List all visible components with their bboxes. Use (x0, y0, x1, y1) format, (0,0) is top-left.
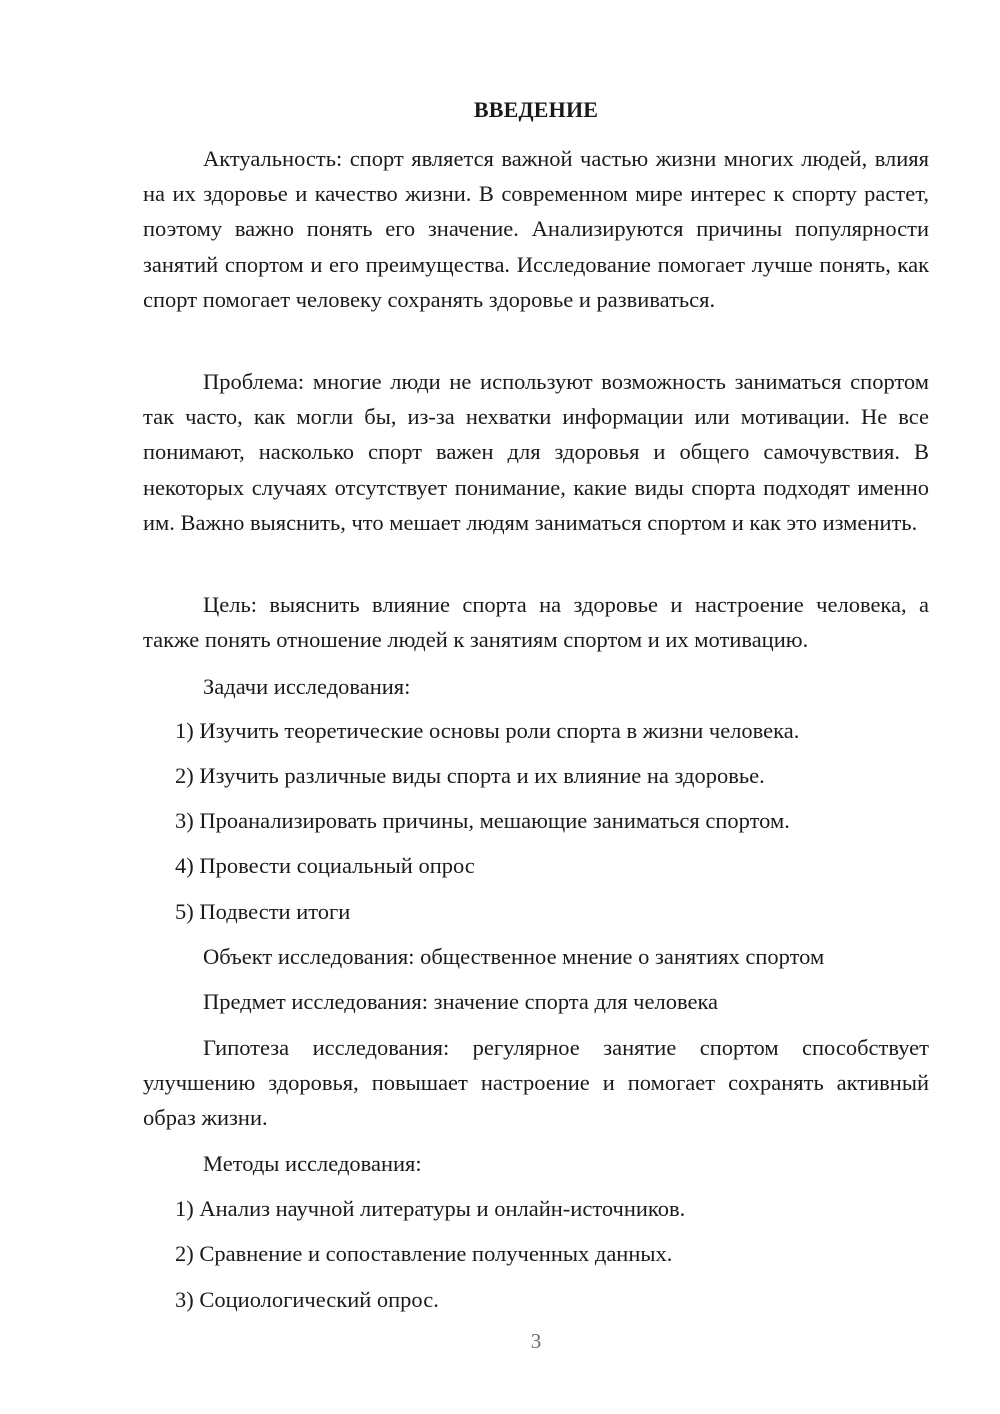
tasks-heading: Задачи исследования: (203, 674, 411, 699)
task-item: 2) Изучить различные виды спорта и их влияние на здоровье. (175, 763, 765, 788)
task-item: 4) Провести социальный опрос (175, 853, 475, 878)
method-item: 3) Социологический опрос. (175, 1287, 439, 1312)
page-number: 3 (530, 1329, 542, 1353)
research-subject: Предмет исследования: значение спорта для человека (203, 989, 719, 1014)
method-item: 1) Анализ научной литературы и онлайн-источников. (175, 1196, 686, 1221)
relevance-paragraph: Актуальность: спорт является важной частью жизни многих людей, влияя на их здоровье и качество жизни. В современном мире интерес к спорту растет, поэтому важно понять его значение. Анализируются причины популярности занятий спортом и его преимущества. Исследование помогает лучше понять, как спорт помогает человеку сохранять здоровье и развиваться. (143, 146, 929, 312)
method-item: 2) Сравнение и сопоставление полученных данных. (175, 1241, 673, 1266)
methods-heading: Методы исследования: (203, 1151, 422, 1176)
task-item: 1) Изучить теоретические основы роли спорта в жизни человека. (175, 718, 800, 743)
hypothesis-paragraph: Гипотеза исследования: регулярное занятие спортом способствует улучшению здоровья, повышает настроение и помогает сохранять активный образ жизни. (143, 1035, 929, 1131)
problem-paragraph: Проблема: многие люди не используют возможность заниматься спортом так часто, как могли бы, из-за нехватки информации или мотивации. Не все понимают, насколько спорт важен для здоровья и общего самочувствия. В некоторых случаях отсутствует понимание, какие виды спорта подходят именно им. Важно выяснить, что мешает людям заниматься спортом и как это изменить. (143, 369, 929, 535)
goal-paragraph: Цель: выяснить влияние спорта на здоровье и настроение человека, а также понять отношение людей к занятиям спортом и их мотивацию. (143, 592, 929, 653)
page-title: ВВЕДЕНИЕ (473, 97, 599, 122)
research-object: Объект исследования: общественное мнение о занятиях спортом (203, 944, 825, 969)
task-item: 5) Подвести итоги (175, 899, 351, 924)
task-item: 3) Проанализировать причины, мешающие заниматься спортом. (175, 808, 790, 833)
